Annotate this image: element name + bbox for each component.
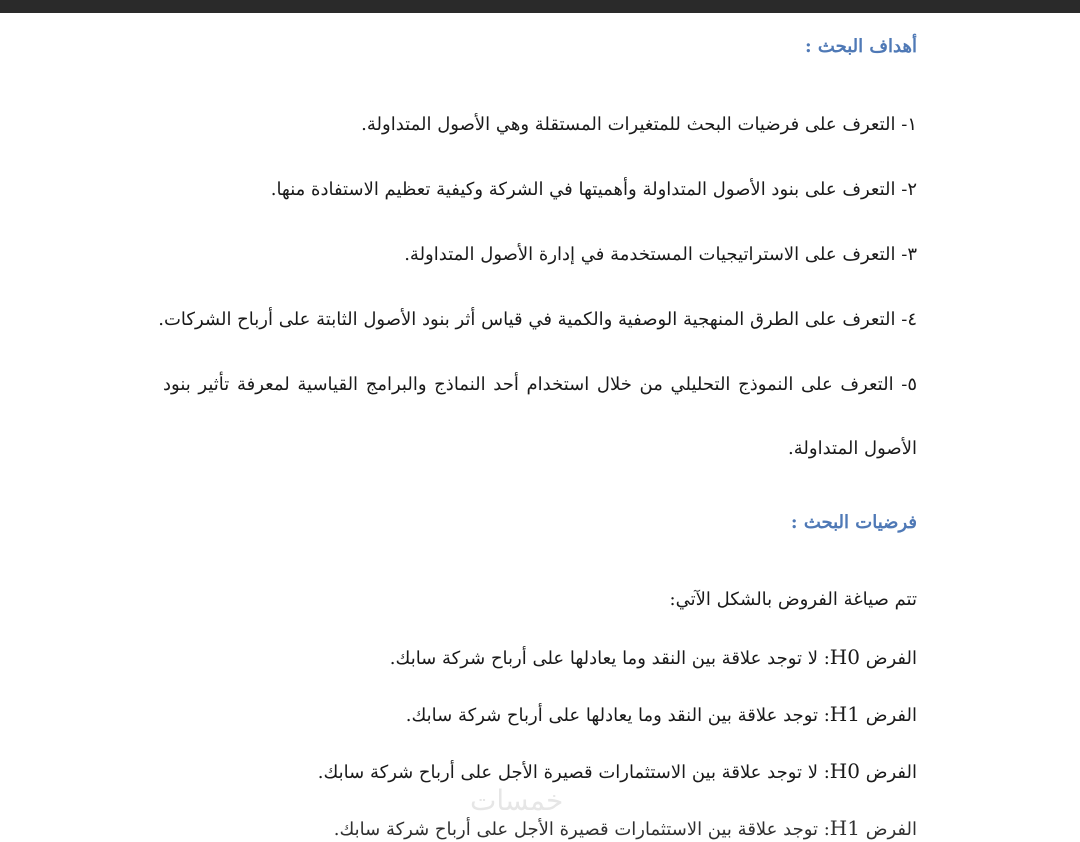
hypothesis-3 (318, 759, 917, 785)
window-top-bar (0, 0, 1080, 13)
goal-item-1: ١- التعرف على فرضيات البحث للمتغيرات المستقلة وهي الأصول المتداولة. (361, 114, 917, 135)
document-page (0, 13, 1080, 840)
goal-item-4: ٤- التعرف على الطرق المنهجية الوصفية والكمية في قياس أثر بنود الأصول الثابتة على أرباح الشركات. (158, 309, 917, 330)
hypothesis-text: : لا توجد علاقة بين الاستثمارات قصيرة الأجل على أرباح شركة سابك. (317, 762, 830, 783)
hypothesis-1 (390, 645, 917, 671)
hypotheses-heading: فرضيات البحث : (790, 512, 917, 533)
hypothesis-4 (334, 816, 917, 842)
watermark-logo: خمسات (470, 784, 564, 817)
hypothesis-label: الفرض (865, 762, 917, 783)
goal-item-3: ٣- التعرف على الاستراتيجيات المستخدمة في إدارة الأصول المتداولة. (404, 244, 917, 265)
hypothesis-symbol: H0 (829, 759, 860, 783)
hypothesis-label: الفرض (865, 648, 917, 669)
hypothesis-text: : لا توجد علاقة بين النقد وما يعادلها على أرباح شركة سابك. (389, 648, 830, 669)
hypothesis-symbol: H0 (829, 645, 860, 669)
hypothesis-2 (406, 702, 917, 728)
hypothesis-symbol: H1 (829, 816, 860, 840)
goals-heading: أهداف البحث : (805, 36, 917, 57)
goal-item-5-continuation: الأصول المتداولة. (788, 438, 917, 459)
hypothesis-symbol: H1 (829, 702, 860, 726)
hypothesis-text: : توجد علاقة بين النقد وما يعادلها على أرباح شركة سابك. (405, 705, 830, 726)
hypothesis-text: : توجد علاقة بين الاستثمارات قصيرة الأجل على أرباح شركة سابك. (333, 819, 830, 840)
goal-item-2: ٢- التعرف على بنود الأصول المتداولة وأهميتها في الشركة وكيفية تعظيم الاستفادة منها. (270, 179, 917, 200)
hypothesis-label: الفرض (865, 705, 917, 726)
hypotheses-intro: تتم صياغة الفروض بالشكل الآتي: (669, 589, 917, 610)
goal-item-5: ٥- التعرف على النموذج التحليلي من خلال استخدام أحد النماذج والبرامج القياسية لمعرفة تأثير بنود (163, 374, 917, 395)
hypothesis-label: الفرض (865, 819, 917, 840)
